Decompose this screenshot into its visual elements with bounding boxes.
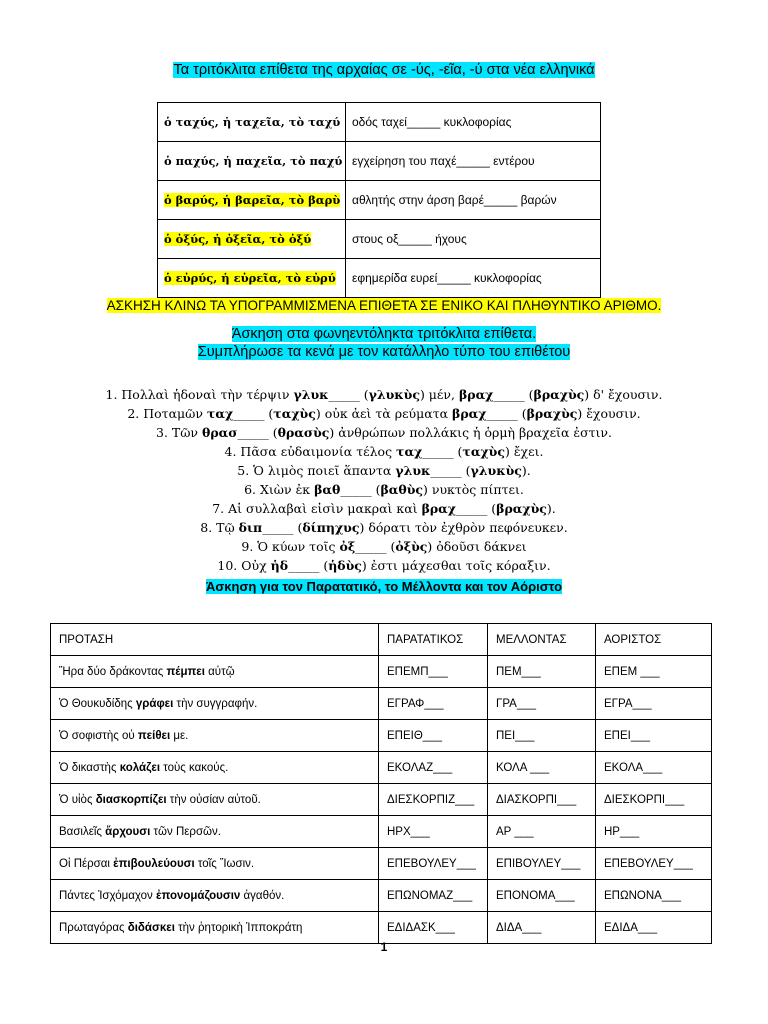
sentence-text: 6. Χιὼν ἐκ xyxy=(244,482,315,497)
future-cell[interactable]: ΑΡ ___ xyxy=(488,816,596,848)
sentence-bold-word: βραχ xyxy=(452,406,487,421)
sentence-line xyxy=(0,442,768,461)
sentence-bold-word: γλυκ xyxy=(293,387,329,402)
sentence-text: _____ ( xyxy=(430,463,471,478)
table-row xyxy=(51,848,712,880)
sentence-text: _____ ( xyxy=(456,501,497,516)
ancient-adjective-text: ὁ βαρύς, ἡ βαρεῖα, τὸ βαρὺ xyxy=(164,193,341,207)
exercise-subtitle xyxy=(0,325,768,361)
sentence-pre: Ὁ σοφιστὴς οὐ xyxy=(59,729,138,742)
sentence-post: ἀγαθόν. xyxy=(240,889,285,902)
imperfect-cell[interactable]: ΕΠΕΒΟΥΛΕΥ___ xyxy=(379,848,488,880)
ancient-adjective-text: ὁ ταχύς, ἡ ταχεῖα, τὸ ταχύ xyxy=(164,115,341,129)
table-row xyxy=(51,752,712,784)
verb-word: γράφει xyxy=(135,697,174,710)
sentence-text: ) μέν, xyxy=(419,387,459,402)
sentence-line xyxy=(0,556,768,575)
sentence-line xyxy=(0,423,768,442)
adjectives-table xyxy=(157,102,601,298)
imperfect-cell[interactable]: ΕΓΡΑΦ___ xyxy=(379,688,488,720)
aorist-cell[interactable]: ΕΔΙΔΑ___ xyxy=(596,912,712,944)
subtitle-line-2: Συμπλήρωσε τα κενά με τον κατάλληλο τύπο του επιθέτου xyxy=(197,344,571,360)
aorist-cell[interactable]: ΕΠΕΒΟΥΛΕΥ___ xyxy=(596,848,712,880)
verb-table-header-row xyxy=(51,624,712,656)
sentence-line xyxy=(0,461,768,480)
sentence-text: ). xyxy=(546,501,556,516)
sentence-text: 5. Ὁ λιμὸς ποιεῖ ἅπαντα xyxy=(237,463,396,478)
verb-word: πέμπει xyxy=(166,665,205,678)
sentence-text: _____ ( xyxy=(340,482,381,497)
ancient-adjective-text: ὁ ὀξύς, ἡ ὀξεῖα, τὸ ὀξύ xyxy=(164,232,312,246)
sentence-bold-word: ταχὺς xyxy=(273,406,316,421)
table-row xyxy=(51,880,712,912)
page-title-text: Τα τριτόκλιτα επίθετα της αρχαίας σε -ύς, -εῖα, -ύ στα νέα ελληνικά xyxy=(173,62,595,78)
exercise-banner xyxy=(0,297,768,314)
sentence-pre: Ὁ Θουκυδίδης xyxy=(59,697,136,710)
future-cell[interactable]: ΠΕΜ___ xyxy=(488,656,596,688)
aorist-cell[interactable]: ΔΙΕΣΚΟΡΠΙ___ xyxy=(596,784,712,816)
sentence-post: τοῖς Ἴωσιν. xyxy=(194,857,255,870)
verb-tense-table xyxy=(50,623,712,944)
ancient-adjective-cell xyxy=(158,181,346,220)
sentence-bold-word: βαθὺς xyxy=(380,482,423,497)
future-cell[interactable]: ΚΟΛΑ ___ xyxy=(488,752,596,784)
verb-table-header: ΠΑΡΑΤΑΤΙΚΟΣ xyxy=(379,624,488,656)
sentence-bold-word: γλυκὺς xyxy=(368,387,420,402)
sentence-post: τοὺς κακούς. xyxy=(160,761,229,774)
sentence-cell xyxy=(51,880,379,912)
sentence-bold-word: διπ xyxy=(238,520,263,535)
sentence-text: ) δ' ἔχουσιν. xyxy=(584,387,663,402)
sentence-bold-word: ταχ xyxy=(206,406,234,421)
verb-word: πείθει xyxy=(137,729,171,742)
table-row xyxy=(51,784,712,816)
future-cell[interactable]: ΓΡΑ___ xyxy=(488,688,596,720)
aorist-cell[interactable]: ΕΓΡΑ___ xyxy=(596,688,712,720)
sentence-bold-word: θρασ xyxy=(202,425,238,440)
ancient-adjective-cell xyxy=(158,259,346,298)
sentence-bold-word: γλυκ xyxy=(395,463,431,478)
sentence-post: τὴν οὐσίαν αὐτοῦ. xyxy=(166,793,261,806)
sentence-text: 9. Ὁ κύων τοῖς xyxy=(241,539,340,554)
sentence-text: _____ ( xyxy=(422,444,463,459)
sentence-pre: Ὁ υἱὸς xyxy=(59,793,96,806)
sentence-line xyxy=(0,518,768,537)
sentence-bold-word: βραχὺς xyxy=(526,406,578,421)
sentence-bold-word: γλυκὺς xyxy=(470,463,522,478)
sentence-line xyxy=(0,404,768,423)
sentence-text: 1. Πολλαὶ ἡδοναὶ τὴν τέρψιν xyxy=(105,387,294,402)
sentence-text: _____ ( xyxy=(288,558,329,573)
sentence-text: 3. Τῶν xyxy=(156,425,203,440)
sentence-line xyxy=(0,480,768,499)
sentence-text: 10. Οὐχ xyxy=(217,558,271,573)
imperfect-cell[interactable]: ΔΙΕΣΚΟΡΠΙΖ___ xyxy=(379,784,488,816)
verb-table-header: ΜΕΛΛΟΝΤΑΣ xyxy=(488,624,596,656)
aorist-cell[interactable]: ΕΚΟΛΑ___ xyxy=(596,752,712,784)
table-row xyxy=(51,912,712,944)
modern-phrase-cell[interactable]: εγχείρηση του παχέ_____ εντέρου xyxy=(346,142,601,181)
sentence-text: ) ὀδοῦσι δάκνει xyxy=(427,539,527,554)
sentence-line xyxy=(0,499,768,518)
ancient-adjective-cell xyxy=(158,103,346,142)
imperfect-cell[interactable]: ΕΠΕΙΘ___ xyxy=(379,720,488,752)
sentence-bold-word: ἡδ xyxy=(270,558,289,573)
verb-table-header: ΑΟΡΙΣΤΟΣ xyxy=(596,624,712,656)
sentence-cell xyxy=(51,816,379,848)
ancient-adjective-text: ὁ παχύς, ἡ παχεῖα, τὸ παχύ xyxy=(164,154,343,168)
adjective-row xyxy=(158,220,601,259)
sentence-line xyxy=(0,385,768,404)
sentence-list xyxy=(0,385,768,575)
sentence-text: 8. Τῷ xyxy=(200,520,239,535)
sentence-text: ). xyxy=(521,463,531,478)
sentence-cell xyxy=(51,848,379,880)
sentence-cell xyxy=(51,720,379,752)
sentence-bold-word: βραχ xyxy=(421,501,457,516)
modern-phrase-cell[interactable]: αθλητής στην άρση βαρέ_____ βαρών xyxy=(346,181,601,220)
sentence-bold-word: θρασὺς xyxy=(277,425,330,440)
sentence-bold-word: βραχ xyxy=(458,387,494,402)
ancient-adjective-text: ὁ εὐρύς, ἡ εὐρεῖα, τὸ εὐρύ xyxy=(164,271,336,285)
sentence-pre: Πρωταγόρας xyxy=(59,921,128,934)
adjective-row xyxy=(158,259,601,298)
future-cell[interactable]: ΕΠΙΒΟΥΛΕΥ___ xyxy=(488,848,596,880)
sentence-text: 4. Πᾶσα εὐδαιμονία τέλος xyxy=(224,444,397,459)
sentence-text: ) δόρατι τὸν ἐχθρὸν πεφόνευκεν. xyxy=(359,520,568,535)
sentence-text: ) ἐστι μάχεσθαι τοῖς κόραξιν. xyxy=(361,558,551,573)
imperfect-cell[interactable]: ΕΠΕΜΠ___ xyxy=(379,656,488,688)
sentence-pre: Πάντες Ἰσχόμαχον xyxy=(59,889,156,902)
verb-word: διδάσκει xyxy=(127,921,175,934)
modern-phrase-cell[interactable]: εφημερίδα ευρεί_____ κυκλοφορίας xyxy=(346,259,601,298)
sentence-cell xyxy=(51,752,379,784)
adjective-row xyxy=(158,103,601,142)
sentence-bold-word: βραχὺς xyxy=(496,501,547,516)
future-cell[interactable]: ΠΕΙ___ xyxy=(488,720,596,752)
adjective-row xyxy=(158,181,601,220)
sentence-pre: Οἱ Πέρσαι xyxy=(59,857,114,870)
tense-exercise-title xyxy=(0,578,768,595)
sentence-post: τὴν συγγραφήν. xyxy=(173,697,258,710)
sentence-bold-word: ὀξὺς xyxy=(395,539,428,554)
sentence-text: ) νυκτὸς πίπτει. xyxy=(423,482,524,497)
table-row xyxy=(51,720,712,752)
table-row xyxy=(51,688,712,720)
aorist-cell[interactable]: ΕΠΕΙ___ xyxy=(596,720,712,752)
sentence-cell xyxy=(51,784,379,816)
sentence-pre: Βασιλεῖς xyxy=(59,825,106,838)
imperfect-cell[interactable]: ΕΠΩΝΟΜΑΖ___ xyxy=(379,880,488,912)
sentence-cell xyxy=(51,656,379,688)
exercise-banner-text: ΑΣΚΗΣΗ ΚΛΙΝΩ ΤΑ ΥΠΟΓΡΑΜΜΙΣΜΕΝΑ ΕΠΙΘΕΤΑ ΣΕ ΕΝΙΚΟ ΚΑΙ ΠΛΗΘΥΝΤΙΚΟ ΑΡΙΘΜΟ. xyxy=(106,298,662,313)
sentence-pre: Ὁ δικαστὴς xyxy=(59,761,120,774)
sentence-text: _____ ( xyxy=(486,406,527,421)
aorist-cell[interactable]: ΗΡ___ xyxy=(596,816,712,848)
sentence-post: τῶν Περσῶν. xyxy=(150,825,221,838)
sentence-text: ) ἀνθρώπων πολλάκις ἡ ὁρμὴ βραχεῖα ἐστιν. xyxy=(329,425,612,440)
sentence-cell xyxy=(51,688,379,720)
sentence-text: _____ ( xyxy=(355,539,396,554)
subtitle-line-1: Άσκηση στα φωνηεντόληκτα τριτόκλιτα επίθετα. xyxy=(231,326,537,342)
verb-word: ἐπονομάζουσιν xyxy=(156,889,241,902)
modern-phrase-cell[interactable]: οδός ταχεί_____ κυκλοφορίας xyxy=(346,103,601,142)
sentence-bold-word: βαθ xyxy=(314,482,341,497)
sentence-text: ) ἔχουσιν. xyxy=(577,406,641,421)
sentence-bold-word: ταχ xyxy=(396,444,423,459)
sentence-line xyxy=(0,537,768,556)
sentence-cell xyxy=(51,912,379,944)
imperfect-cell[interactable]: ΕΔΙΔΑΣΚ___ xyxy=(379,912,488,944)
sentence-bold-word: ἡδὺς xyxy=(328,558,362,573)
sentence-text: _____ ( xyxy=(233,406,274,421)
verb-table-header: ΠΡΟΤΑΣΗ xyxy=(51,624,379,656)
aorist-cell[interactable]: ΕΠΩΝΟΝΑ___ xyxy=(596,880,712,912)
sentence-post: αὐτῷ xyxy=(204,665,235,678)
sentence-text: ) ἔχει. xyxy=(504,444,544,459)
verb-word: ἄρχουσι xyxy=(105,825,151,838)
verb-word: ἐπιβουλεύουσι xyxy=(113,857,195,870)
adjective-row xyxy=(158,142,601,181)
table-row xyxy=(51,656,712,688)
sentence-text: ) οὐκ ἀεὶ τὰ ρεύματα xyxy=(315,406,453,421)
verb-word: κολάζει xyxy=(119,761,161,774)
page-number: 1 xyxy=(380,940,388,954)
future-cell[interactable]: ΕΠΟΝΟΜΑ___ xyxy=(488,880,596,912)
verb-word: διασκορπίζει xyxy=(95,793,167,806)
sentence-pre: Ἥρα δύο δράκοντας xyxy=(59,665,167,678)
imperfect-cell[interactable]: ΕΚΟΛΑΖ___ xyxy=(379,752,488,784)
page-title xyxy=(0,61,768,79)
aorist-cell[interactable]: ΕΠΕΜ ___ xyxy=(596,656,712,688)
ancient-adjective-cell xyxy=(158,142,346,181)
sentence-bold-word: ὀξ xyxy=(339,539,356,554)
sentence-post: τὴν ῥητορικὴ Ἱπποκράτη xyxy=(174,921,303,934)
sentence-text: 2. Ποταμῶν xyxy=(127,406,207,421)
imperfect-cell[interactable]: ΗΡΧ___ xyxy=(379,816,488,848)
future-cell[interactable]: ΔΙΑΣΚΟΡΠΙ___ xyxy=(488,784,596,816)
table-row xyxy=(51,816,712,848)
sentence-text: _____ ( xyxy=(262,520,303,535)
sentence-text: _____ ( xyxy=(237,425,278,440)
sentence-text: _____ ( xyxy=(493,387,534,402)
tense-exercise-title-text: Άσκηση για τον Παρατατικό, το Μέλλοντα και τον Αόριστο xyxy=(205,579,563,594)
sentence-text: 7. Αἱ συλλαβαὶ εἰσὶν μακραὶ καὶ xyxy=(212,501,422,516)
sentence-bold-word: ταχὺς xyxy=(462,444,505,459)
ancient-adjective-cell xyxy=(158,220,346,259)
sentence-bold-word: βραχὺς xyxy=(533,387,585,402)
modern-phrase-cell[interactable]: στους οξ_____ ήχους xyxy=(346,220,601,259)
sentence-post: με. xyxy=(170,729,189,742)
future-cell[interactable]: ΔΙΔΑ___ xyxy=(488,912,596,944)
sentence-bold-word: δίπηχυς xyxy=(302,520,360,535)
sentence-text: _____ ( xyxy=(328,387,369,402)
